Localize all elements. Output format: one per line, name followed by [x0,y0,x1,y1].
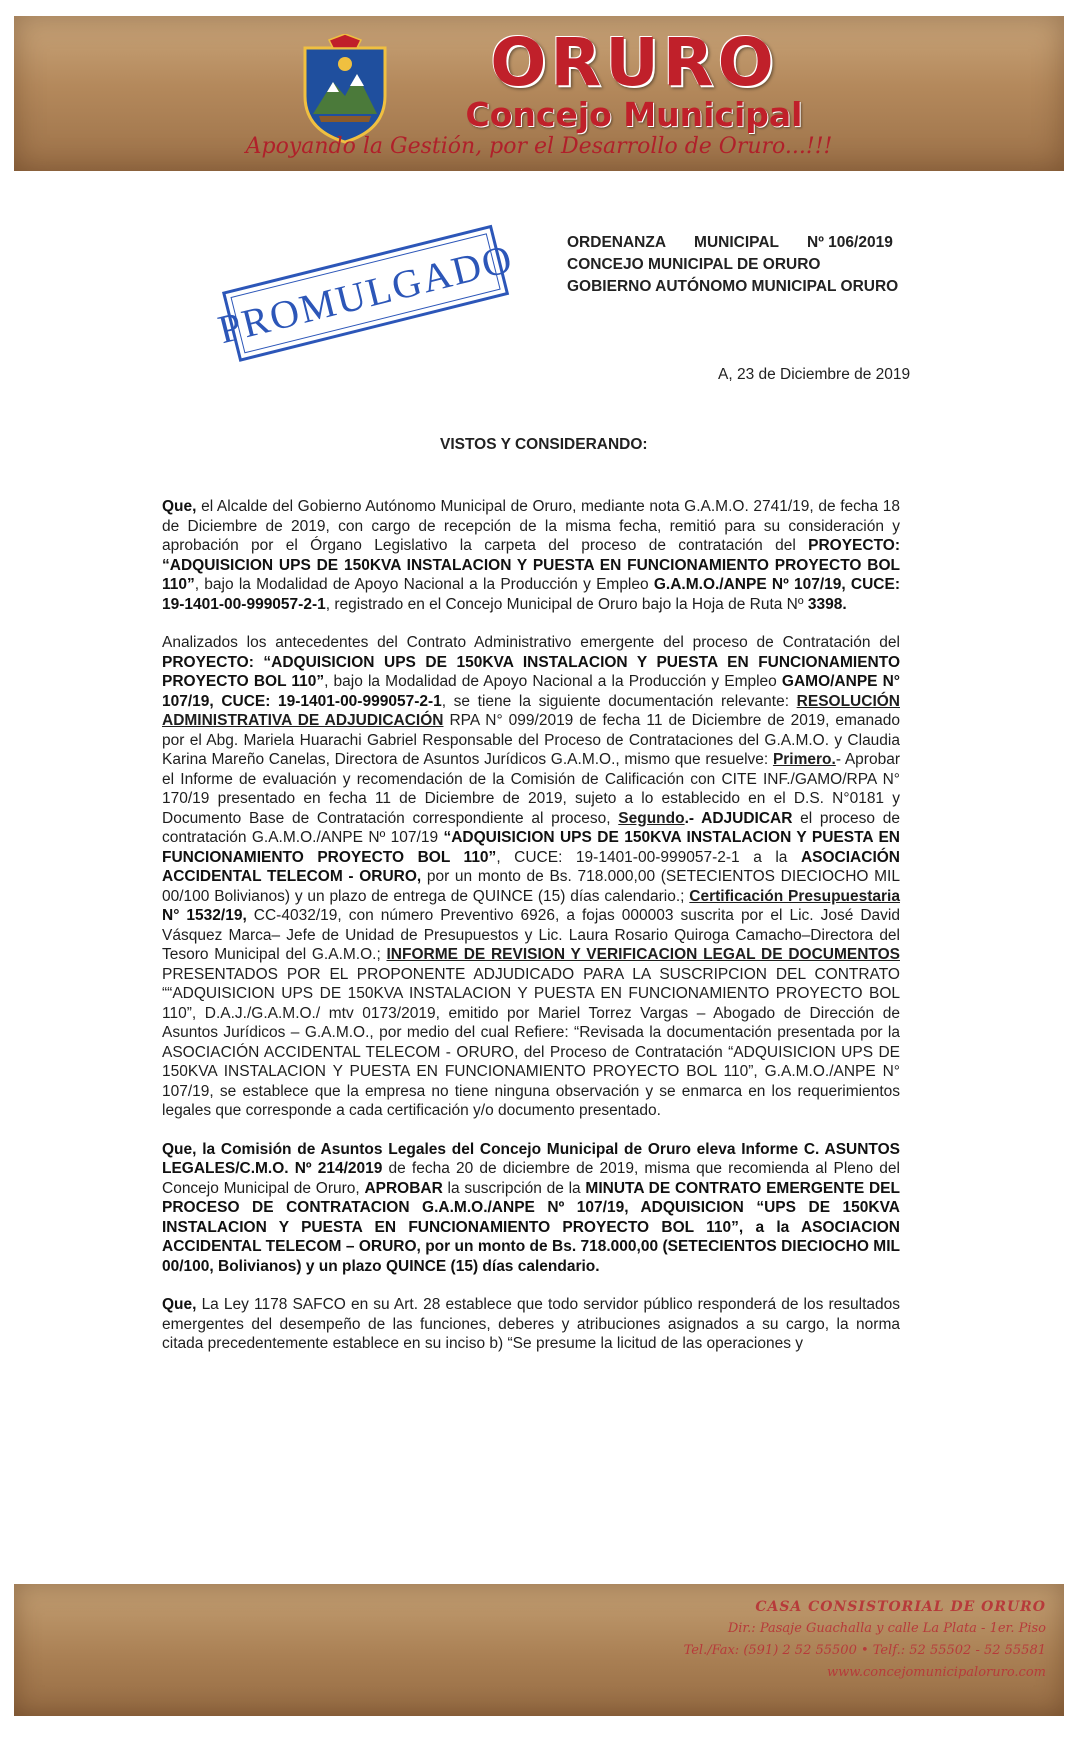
p2-adjudicar: .- ADJUDICAR [684,809,793,827]
p2-project-2: “ADQUISICION UPS DE 150KVA INSTALACION Y PUESTA EN FUNCIONAMIENTO PROYECTO BOL 110” [162,829,900,866]
p1-text-3: , registrado en el Concejo Municipal de Oruro bajo la Hoja de Ruta Nº [325,595,808,613]
p1-project: PROYECTO: “ADQUISICION UPS DE 150KVA INSTALACION Y PUESTA EN FUNCIONAMIENTO PROYECTO BOL 110” [162,537,900,593]
p2-text-2: , bajo la Modalidad de Apoyo Nacional a la Producción y Empleo [324,673,782,690]
p1-text-2: , bajo la Modalidad de Apoyo Nacional a la Producción y Empleo [194,576,654,593]
p3-text-1: de fecha 20 de diciembre de 2019, misma que recomienda al Pleno del Concejo Municipal de Oruro, [162,1160,900,1197]
p2-text-10: PRESENTADOS POR EL PROPONENTE ADJUDICADO PARA LA SUSCRIPCION DEL CONTRATO ““ADQUISICION UPS DE 150KVA INSTALACION Y PUESTA EN FUNCIONAMIENTO PROYECTO BOL 110”, D.A.J./G.A.M.O./ mtv 0173/2019, emitido por Mariel Torrez Vargas – Abogado de Dirección de Asuntos Jurídicos – G.A.M.O., por medio del cual Refiere: “Revisada la documentación presentada por la ASOCIACIÓN ACCIDENTAL TELECOM - ORURO, del Proceso de Contratación “ADQUISICION UPS DE 150KVA INSTALACION Y PUESTA EN FUNCIONAMIENTO PROYECTO BOL 110”, G.A.M.O./ANPE N° 107/19, se establece que la empresa no tiene ninguna observación y se enmarca en los requerimientos legales que corresponde a cada certificación y/o documento presentado. [162,965,900,1119]
p2-primero: Primero. [772,751,836,768]
p2-segundo: Segundo [618,809,685,827]
p2-resolution: RESOLUCIÓN ADMINISTRATIVA DE ADJUDICACIÓN [162,692,900,729]
p2-text-7: , CUCE: 19-1401-00-999057-2-1 a la [496,848,801,866]
motto: Apoyando la Gestión, por el Desarrollo de Oruro...!!! [245,134,833,159]
p1-route-number: 3398. [807,595,847,613]
p3-minuta: MINUTA DE CONTRATO EMERGENTE DEL PROCESO DE CONTRATACION G.A.M.O./ANPE Nº 107/19, ADQUISICION “UPS DE 150KVA INSTALACION Y PUESTA EN FUNCIONAMIENTO PROYECTO BOL 110”, a la ASOCIACION ACCIDENTAL TELECOM – ORURO, por un monto de Bs. 718.000,00 (SETECIENTOS DIECIOCHO MIL 00/100, Bolivianos) y un plazo QUINCE (15) días calendario. [162,1179,900,1275]
ordinance-number: Nº 106/2019 [807,234,893,251]
oruro-coat-of-arms-icon [299,34,391,144]
p2-text-9: CC-4032/19, con número Preventivo 6926, a fojas 000003 suscrita por el Lic. José David Vásquez Marca– Jefe de Unidad de Presupuestos y Lic. Laura Rosario Quiroga Camacho–Directora del Tesoro Municipal del G.A.M.O.; [162,907,900,963]
footer-title: CASA CONSISTORIAL DE ORURO [755,1599,1046,1615]
document-body [162,497,900,1373]
brand-title: ORURO [490,24,778,101]
p1-text-1: el Alcalde del Gobierno Autónomo Municipal de Oruro, mediante nota G.A.M.O. 2741/19, de fecha 18 de Diciembre de 2019, con cargo de recepción de la misma fecha, remitió para su consideración y aprobación por el Órgano Legislativo la carpeta del proceso de contratación del [162,498,900,554]
p2-association: ASOCIACIÓN ACCIDENTAL TELECOM - ORURO, [162,848,901,885]
ordinance-government: GOBIERNO AUTÓNOMO MUNICIPAL ORURO [567,278,899,295]
p1-lead: Que, [162,498,197,515]
p2-process-code: GAMO/ANPE N° 107/19, CUCE: 19-1401-00-999057-2-1 [162,673,901,710]
section-title: VISTOS Y CONSIDERANDO: [440,436,648,453]
p2-review-report: INFORME DE REVISION Y VERIFICACION LEGAL DE DOCUMENTOS [386,946,900,963]
p3-aprobar: APROBAR [364,1179,443,1197]
paragraph-3 [162,1140,900,1277]
ordinance-label-2: MUNICIPAL [694,234,779,251]
ordinance-council: CONCEJO MUNICIPAL DE ORURO [567,256,821,273]
p4-text-1: La Ley 1178 SAFCO en su Art. 28 establece que todo servidor público responderá de los resultados emergentes del desempeño de las funciones, deberes y atribuciones asignados a su cargo, la norma citada precedentemente establece en su inciso b) “Se presume la licitud de las operaciones y [162,1296,900,1352]
brand-subtitle: Concejo Municipal [465,95,803,134]
footer-banner [14,1584,1064,1716]
promulgado-stamp [213,225,518,362]
brand-block [409,26,859,134]
ordinance-label: ORDENANZA [567,234,667,251]
footer-phone: Tel./Fax: (591) 2 52 55500 • Telf.: 52 55502 - 52 55581 [683,1643,1046,1658]
paragraph-1 [162,497,900,614]
p1-process-code: G.A.M.O./ANPE Nº 107/19, CUCE: 19-1401-00-999057-2-1 [162,576,900,613]
paragraph-2 [162,633,900,1121]
p4-lead: Que, [162,1296,197,1313]
document-date: A, 23 de Diciembre de 2019 [718,366,911,383]
footer-website: www.concejomunicipaloruro.com [827,1665,1046,1680]
p2-text-6: el proceso de contratación G.A.M.O./ANPE Nº 107/19 [162,809,900,846]
p2-project: PROYECTO: “ADQUISICION UPS DE 150KVA INSTALACION Y PUESTA EN FUNCIONAMIENTO PROYECTO BOL 110” [162,653,900,690]
p2-text-4: RPA N° 099/2019 de fecha 11 de Diciembre de 2019, emanado por el Abg. Mariela Huarachi Gabriel Responsable del Proceso de Contrataciones del G.A.M.O. y Claudia Karina Mareño Canelas, Directora de Asuntos Jurídicos G.A.M.O., mismo que resuelve: [162,712,901,768]
p3-lead: Que, la Comisión de Asuntos Legales del Concejo Municipal de Oruro eleva Informe C. ASUNTOS LEGALES/C.M.O. Nº 214/2019 [162,1140,900,1177]
p3-text-2: la suscripción de la [442,1179,586,1197]
p2-certification: Certificación Presupuestaria [689,887,900,905]
p2-text-5: - Aprobar el Informe de evaluación y recomendación de la Comisión de Calificación con CITE INF./GAMO/RPA N° 170/19 presentado en fecha 11 de Diciembre de 2019, sujeto a lo establecido en el D.S. N°0181 y Documento Base de Contratación correspondiente al proceso, [162,751,900,827]
p2-text-1: Analizados los antecedentes del Contrato Administrativo emergente del proceso de Contratación del [162,634,900,651]
p2-text-8: por un monto de Bs. 718.000,00 (SETECIENTOS DIECIOCHO MIL 00/100 Bolivianos) y un plazo de entrega de QUINCE (15) días calendario.; [162,868,900,905]
p2-text-3: , se tiene la siguiente documentación relevante: [441,692,797,710]
p2-certification-number: N° 1532/19, [162,907,247,924]
stamp-text: PROMULGADO [213,234,518,352]
header-banner [14,16,1064,171]
ordinance-heading [567,232,898,298]
footer-address: Dir.: Pasaje Guachalla y calle La Plata - 1er. Piso [727,1621,1046,1636]
paragraph-4 [162,1295,900,1354]
footer-contact [684,1596,1046,1684]
